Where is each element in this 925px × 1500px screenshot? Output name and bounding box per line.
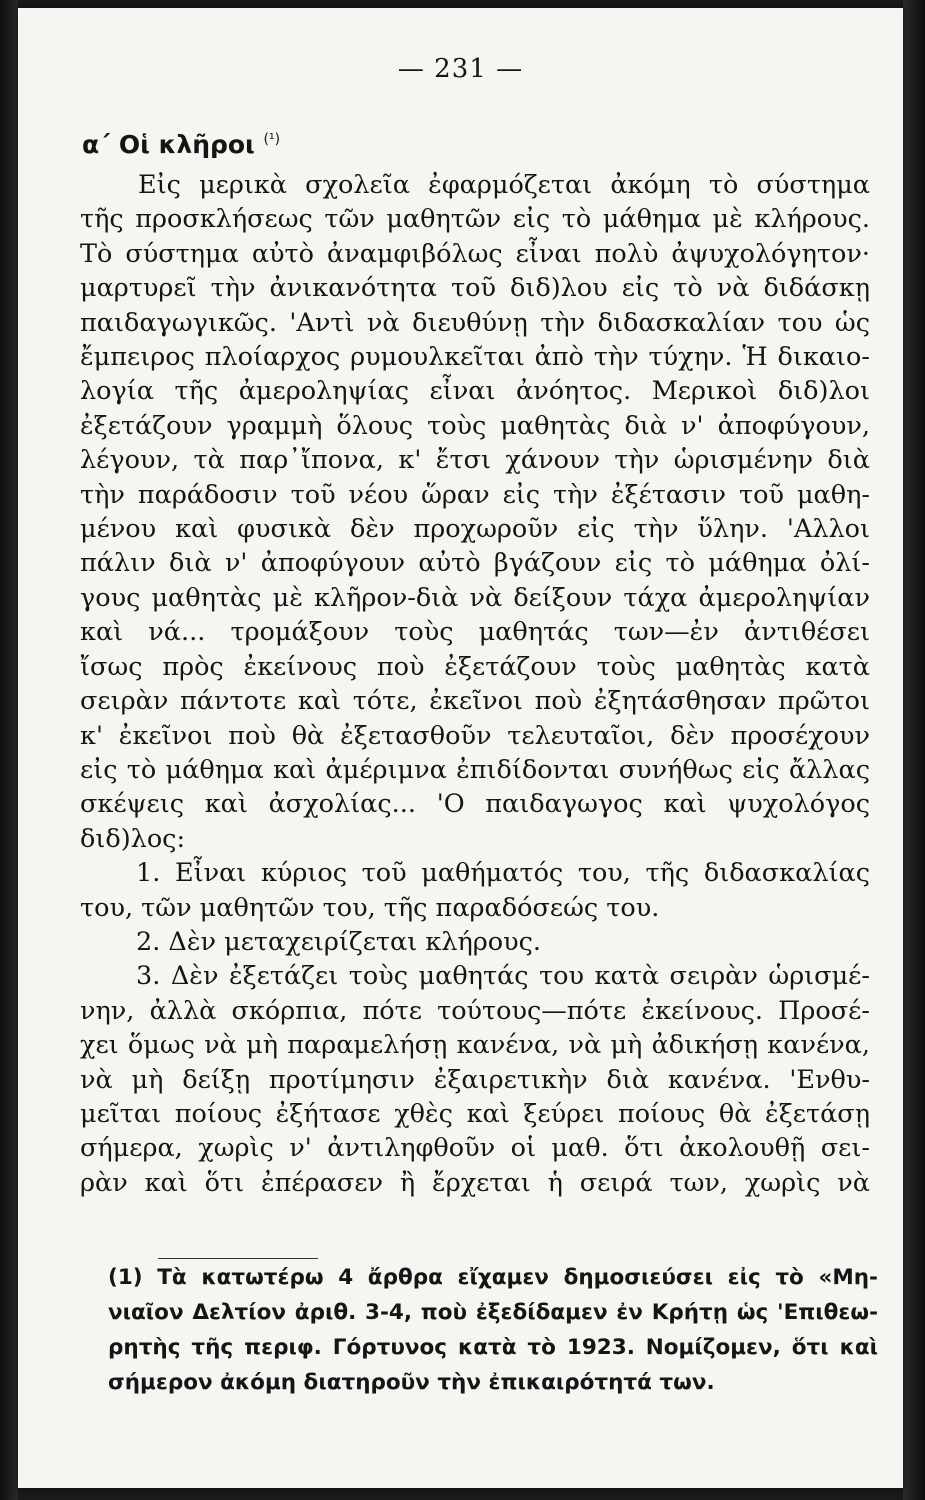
page-number: — 231 — xyxy=(397,54,524,84)
section-heading xyxy=(82,130,280,159)
footnote-line: ρητὴς τῆς περιφ. Γόρτυνος κατὰ τὸ 1923. Νομίζομεν, ὅτι καὶ xyxy=(108,1335,878,1360)
text-line: εἰς τὸ μάθημα καὶ ἀμέριμνα ἐπιδίδονται συνήθως εἰς ἄλλας xyxy=(80,754,870,785)
footnote-line: νιαῖον Δελτίον ἀριθ. 3-4, ποὺ ἐξεδίδαμεν ἐν Κρήτῃ ὡς 'Επιθεω- xyxy=(108,1300,878,1325)
text-line: μαρτυρεῖ τὴν ἀνικανότητα τοῦ διδ)λου εἰς τὸ νὰ διδάσκῃ xyxy=(80,273,870,304)
footnote xyxy=(108,1260,878,1400)
scan-left-edge xyxy=(0,0,18,1500)
text-line: διδ)λος: xyxy=(80,823,186,854)
text-line: ρὰν καὶ ὅτι ἐπέρασεν ἢ ἔρχεται ἡ σειρά των, χωρὶς νὰ xyxy=(80,1167,870,1198)
text-line: χει ὅμως νὰ μὴ παραμελήσῃ κανένα, νὰ μὴ ἀδικήσῃ κανένα, xyxy=(80,1030,870,1061)
book-page xyxy=(18,8,903,1488)
text-line: νην, ἀλλὰ σκόρπια, πότε τούτους—πότε ἐκείνους. Προσέ- xyxy=(80,995,870,1026)
text-line: τὴν παράδοσιν τοῦ νέου ὥραν εἰς τὴν ἐξέτασιν τοῦ μαθη- xyxy=(80,479,870,510)
scan-right-edge xyxy=(903,0,925,1500)
text-line: ἐξετάζουν γραμμὴ ὅλους τοὺς μαθητὰς διὰ ν' ἀποφύγουν, xyxy=(80,410,870,441)
text-line: μένου καὶ φυσικὰ δὲν προχωροῦν εἰς τὴν ὕλην. 'Αλλοι xyxy=(80,514,870,545)
text-line: κ' ἐκεῖνοι ποὺ θὰ ἐξετασθοῦν τελευταῖοι, δὲν προσέχουν xyxy=(80,720,870,751)
list-item: 1. Εἶναι κύριος τοῦ μαθήματός του, τῆς διδασκαλίας xyxy=(136,858,870,889)
text-line: πάλιν διὰ ν' ἀποφύγουν αὐτὸ βγάζουν εἰς τὸ μάθημα ὀλί- xyxy=(80,548,870,579)
text-line: μεῖται ποίους ἐξήτασε χθὲς καὶ ξεύρει ποίους θὰ ἐξετάσῃ xyxy=(80,1098,870,1129)
text-line: Τὸ σύστημα αὐτὸ ἀναμφιβόλως εἶναι πολὺ ἀψυχολόγητον· xyxy=(80,238,870,269)
text-line: σήμερα, χωρὶς ν' ἀντιληφθοῦν οἱ μαθ. ὅτι ἀκολουθῇ σει- xyxy=(80,1133,870,1164)
text-line: νὰ μὴ δείξῃ προτίμησιν ἐξαιρετικὴν διὰ κανένα. 'Ενθυ- xyxy=(80,1064,870,1095)
text-line: Εἰς μερικὰ σχολεῖα ἐφαρμόζεται ἀκόμη τὸ σύστημα xyxy=(138,170,870,200)
text-line: καὶ νά... τρομάξουν τοὺς μαθητάς των—ἐν ἀντιθέσει xyxy=(80,617,870,648)
footnote-divider xyxy=(158,1258,318,1259)
text-line: σκέψεις καὶ ἀσχολίας... 'Ο παιδαγωγος καὶ ψυχολόγος xyxy=(80,789,870,820)
footnote-line: (1) Τὰ κατωτέρω 4 ἄρθρα εἴχαμεν δημοσιεύσει εἰς τὸ «Μη- xyxy=(108,1265,878,1290)
list-item: 3. Δὲν ἐξετάζει τοὺς μαθητάς του κατὰ σειρὰν ὡρισμέ- xyxy=(136,961,870,992)
body-text xyxy=(80,168,870,1200)
list-item: 2. Δὲν μεταχειρίζεται κλήρους. xyxy=(136,926,541,957)
text-line: ἔμπειρος πλοίαρχος ρυμουλκεῖται ἀπὸ τὴν τύχην. Ἡ δικαιο- xyxy=(80,342,870,373)
section-title: α΄ Οἱ κλῆροι xyxy=(82,130,255,159)
text-line: ἴσως πρὸς ἐκείνους ποὺ ἐξετάζουν τοὺς μαθητὰς κατὰ xyxy=(80,651,870,682)
text-line: σειρὰν πάντοτε καὶ τότε, ἐκεῖνοι ποὺ ἐξητάσθησαν πρῶτοι xyxy=(80,686,870,717)
text-line: του, τῶν μαθητῶν του, τῆς παραδόσεώς του. xyxy=(80,892,660,923)
footnote-reference: (¹) xyxy=(263,131,281,148)
text-line: τῆς προσκλήσεως τῶν μαθητῶν εἰς τὸ μάθημα μὲ κλήρους. xyxy=(80,204,870,235)
footnote-line: σήμερον ἀκόμη διατηροῦν τὴν ἐπικαιρότητά των. xyxy=(108,1370,715,1395)
text-line: παιδαγωγικῶς. 'Αντὶ νὰ διευθύνῃ τὴν διδασκαλίαν του ὡς xyxy=(80,307,870,338)
text-line: λογία τῆς ἀμεροληψίας εἶναι ἀνόητος. Μερικοὶ διδ)λοι xyxy=(80,376,870,407)
text-line: γους μαθητὰς μὲ κλῆρον-διὰ νὰ δείξουν τάχα ἀμεροληψίαν xyxy=(80,582,870,613)
text-line: λέγουν, τὰ παρ᾽ἴπονα, κ' ἔτσι χάνουν τὴν ὡρισμένην διὰ xyxy=(80,445,870,476)
